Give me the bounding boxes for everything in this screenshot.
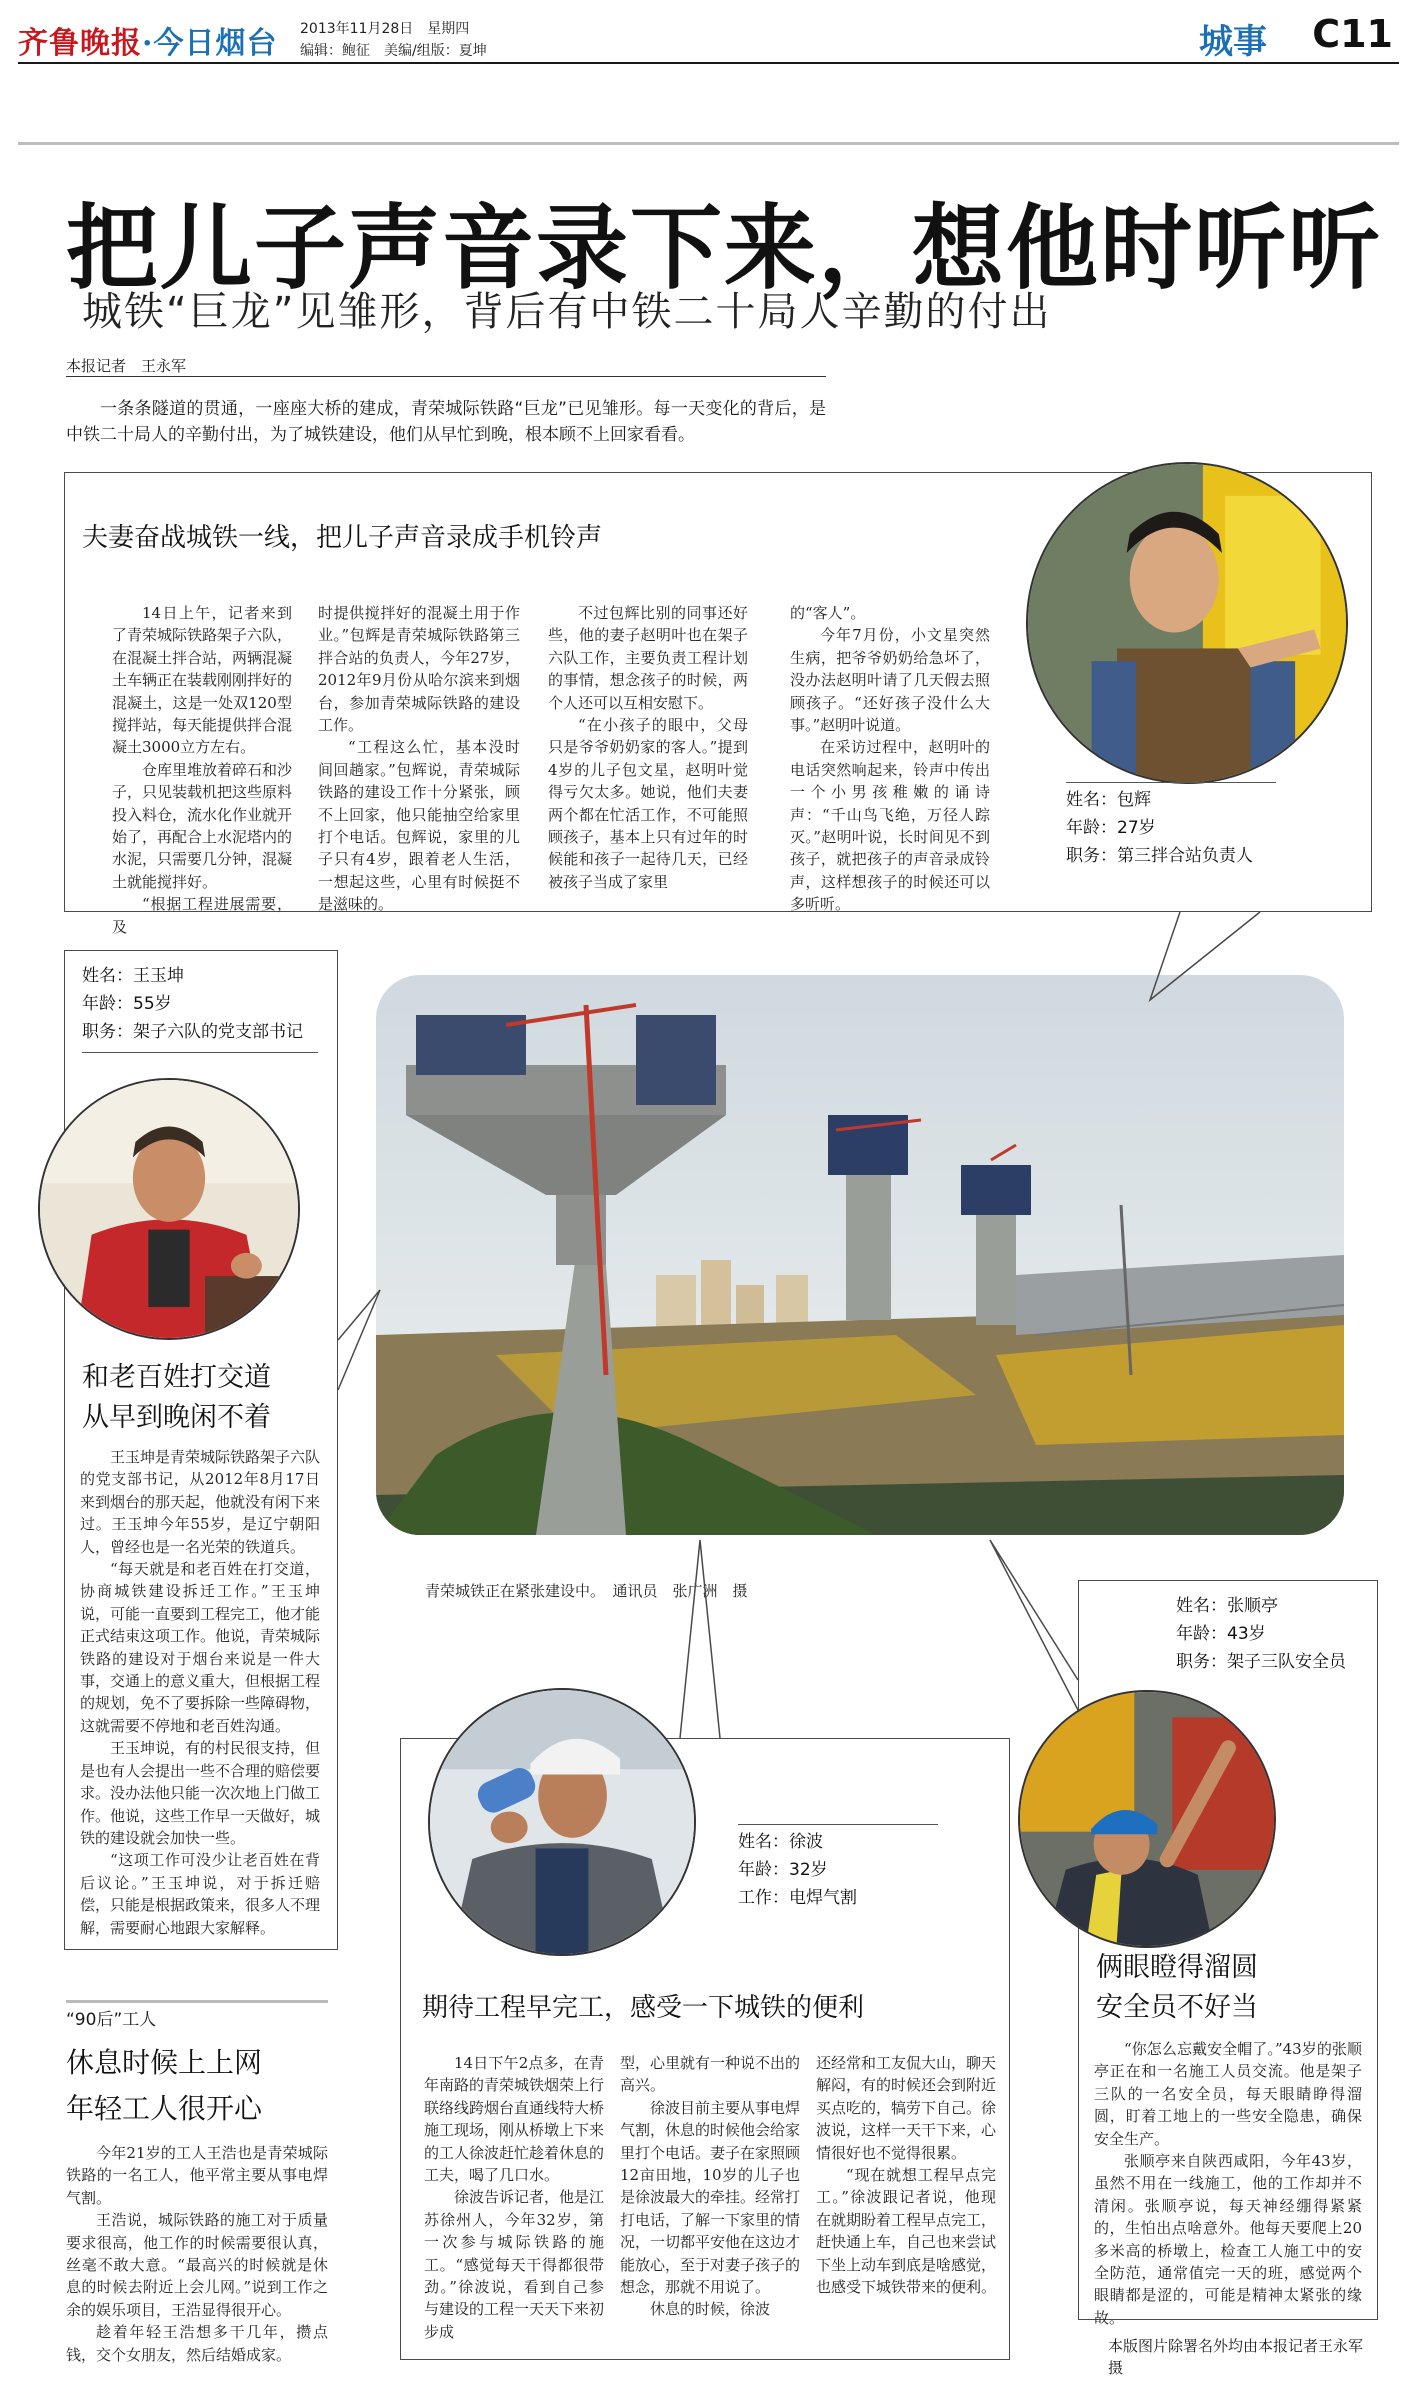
info-name: 姓名：王玉坤 bbox=[82, 966, 184, 986]
paragraph: 趁着年轻王浩想多干几年，攒点钱，交个女朋友，然后结婚成家。 bbox=[66, 2323, 328, 2364]
paragraph: 不过包辉比别的同事还好些，他的妻子赵明叶也在架子六队工作，主要负责工程计划的事情，想念孩子的时候，两个人还可以互相安慰下。 bbox=[548, 604, 748, 712]
byline: 本报记者 王永军 bbox=[66, 357, 187, 375]
story2-heading bbox=[82, 1358, 271, 1438]
header-divider bbox=[18, 142, 1399, 145]
paragraph: 14日下午2点多，在青年南路的青荣城铁烟荣上行联络线跨烟台直通线特大桥施工现场，刚从桥墩上下来的工人徐波赶忙趁着休息的工夫，喝了几口水。 bbox=[424, 2054, 605, 2185]
paragraph: 时提供搅拌好的混凝土用于作业。”包辉是青荣城际铁路第三拌合站的负责人，今年27岁，2012年9月份从哈尔滨来到烟台，参加青荣城际铁路的建设工作。 bbox=[318, 604, 520, 735]
pointer-xubo bbox=[680, 1540, 720, 1738]
story5-body bbox=[1094, 2038, 1362, 2329]
story4-heading: 期待工程早完工，感受一下城铁的便利 bbox=[422, 1993, 865, 2023]
paragraph: 王玉坤说，有的村民很支持，但是也有人会提出一些不合理的赔偿要求。没办法他只能一次次地上门做工作。他说，这些工作早一天做好，城铁的建设就会加快一些。 bbox=[80, 1739, 321, 1847]
pointer-zhangshunting bbox=[990, 1540, 1078, 1710]
story5-heading-line2: 安全员不好当 bbox=[1096, 1992, 1258, 2023]
paragraph: “每天就是和老百姓在打交道，协商城铁建设拆迁工作。”王玉坤说，可能一直要到工程完工，他才能正式结束这项工作。他说，青荣城际铁路的建设对于烟台来说是一件大事，交通上的意义重大，但根据工程的规划，免不了要拆除一些障碍物，这就需要不停地和老百姓沟通。 bbox=[80, 1560, 321, 1735]
paragraph: 王浩说，城际铁路的施工对于质量要求很高，他工作的时候需要很认真，丝毫不敢大意。“最高兴的时候就是休息的时候去附近上会儿网。”说到工作之余的娱乐项目，王浩显得很开心。 bbox=[66, 2211, 328, 2319]
info-wangyukun bbox=[82, 962, 303, 1046]
paragraph: 的“客人”。 bbox=[790, 604, 866, 622]
paragraph: 张顺亭来自陕西咸阳，今年43岁，虽然不用在一线施工，他的工作却并不清闲。张顺亭说，每天神经绷得紧紧的，生怕出点啥意外。他每天要爬上20多米高的桥墩上，检查工人施工中的安全防范，通常值完一天的班，感觉两个眼睛都是涩的，可能是精神太紧张的缘故。 bbox=[1094, 2152, 1362, 2327]
paragraph: “根据工程进展需要，及 bbox=[112, 895, 292, 936]
photo-credit-footnote: 本版图片除署名外均由本报记者王永军 摄 bbox=[1108, 2337, 1379, 2377]
paragraph: 今年7月份，小文星突然生病，把爷爷奶奶给急坏了，没办法赵明叶请了几天假去照顾孩子。“还好孩子没什么大事。”赵明叶说道。 bbox=[790, 626, 990, 735]
story2-body bbox=[80, 1446, 320, 1939]
date-line: 2013年11月28日 星期四 bbox=[300, 21, 470, 37]
portrait-wangyukun-image bbox=[40, 1080, 298, 1338]
portrait-zhangshunting bbox=[1018, 1690, 1276, 1948]
photo-caption: 青荣城铁正在紧张建设中。 通讯员 张广洲 摄 bbox=[425, 1582, 748, 1600]
paragraph: 徐波目前主要从事电焊气割，休息的时候他会给家里打个电话。妻子在家照顾12亩田地，10岁的儿子也是徐波最大的牵挂。经常打打电话，了解一下家里的情况，一切都平安他在这边才能放心，至于对妻子孩子的想念，那就不用说了。 bbox=[620, 2098, 801, 2297]
paragraph: “在小孩子的眼中，父母只是爷爷奶奶家的客人。”提到4岁的儿子包文星，赵明叶觉得亏欠太多。她说，他们夫妻两个都在忙活工作，不可能照顾孩子，基本上只有过年的时候能和孩子一起待几天，已经被孩子当成了家里 bbox=[548, 716, 748, 891]
headline: 把儿子声音录下来，想他时听听 bbox=[66, 194, 1383, 302]
portrait-baohui-image bbox=[1028, 464, 1346, 782]
story5-heading bbox=[1096, 1948, 1258, 2028]
masthead-rule bbox=[18, 62, 1399, 64]
info-age: 年龄：32岁 bbox=[738, 1860, 828, 1880]
story3-body bbox=[66, 2142, 328, 2366]
tag-90s: “90后”工人 bbox=[66, 2010, 157, 2030]
info-name: 姓名：张顺亭 bbox=[1176, 1596, 1278, 1616]
edition-name: 今日烟台 bbox=[153, 26, 278, 61]
story1-col4 bbox=[790, 602, 990, 916]
masthead-brand bbox=[18, 18, 277, 62]
paragraph: 在采访过程中，赵明叶的电话突然响起来，铃声中传出一个小男孩稚嫩的诵诗声：“千山鸟飞绝，万径人踪灭。”赵明叶说，长时间见不到孩子，就把孩子的声音录成铃声，这样想孩子的时候还可以多听听。 bbox=[790, 738, 990, 914]
info-role: 职务：架子六队的党支部书记 bbox=[82, 1022, 303, 1042]
info-zhangshunting bbox=[1176, 1592, 1346, 1676]
info-rule bbox=[1066, 782, 1276, 783]
main-photo-image bbox=[376, 975, 1344, 1535]
story1-heading: 夫妻奋战城铁一线，把儿子声音录成手机铃声 bbox=[82, 523, 603, 553]
portrait-baohui bbox=[1026, 462, 1348, 784]
pointer-wangyukun bbox=[338, 1290, 380, 1390]
paragraph: 徐波告诉记者，他是江苏徐州人，今年32岁，第一次参与城际铁路的施工。“感觉每天干得都很带劲。”徐波说，看到自己参与建设的工程一天天下来初步成 bbox=[424, 2188, 605, 2341]
page-number: C11 bbox=[1312, 12, 1393, 56]
portrait-xubo bbox=[428, 1688, 696, 1956]
portrait-xubo-image bbox=[430, 1690, 694, 1954]
paragraph: “现在就想工程早点完工。”徐波跟记者说，他现在就期盼着工程早点完工，赶快通上车，自己也来尝试下坐上动车到底是啥感觉，也感受下城铁带来的便利。 bbox=[816, 2166, 997, 2297]
paragraph: 型，心里就有一种说不出的高兴。 bbox=[620, 2054, 801, 2095]
story3-heading-line1: 休息时候上上网 bbox=[66, 2046, 263, 2079]
info-role: 工作：电焊气割 bbox=[738, 1888, 857, 1908]
info-role: 职务：架子三队安全员 bbox=[1176, 1652, 1346, 1672]
story1-col3 bbox=[548, 602, 748, 893]
story1-col2 bbox=[318, 602, 520, 916]
masthead-meta bbox=[300, 18, 487, 62]
story1-col1 bbox=[112, 602, 292, 938]
editor-line: 编辑：鲍征 美编/组版：夏坤 bbox=[300, 43, 487, 59]
paragraph: “这项工作可没少让老百姓在背后议论。”王玉坤说，对于拆迁赔偿，只能是根据政策来，很多人不理解，需要耐心地跟大家解释。 bbox=[80, 1851, 321, 1937]
paragraph: 14日上午，记者来到了青荣城际铁路架子六队，在混凝土拌合站，两辆混凝土车辆正在装载刚刚拌好的混凝土，这是一处双120型搅拌站，每天能提供拌合混凝土3000立方左右。 bbox=[112, 604, 293, 757]
paper-name: 齐鲁晚报 bbox=[18, 26, 142, 61]
paragraph: 还经常和工友侃大山，聊天解闷，有的时候还会到附近买点吃的，犒劳下自己。徐波说，这样一天干下来，心情很好也不觉得很累。 bbox=[816, 2054, 997, 2162]
story5-heading-line1: 俩眼瞪得溜圆 bbox=[1096, 1952, 1258, 1983]
tag-rule bbox=[66, 2000, 328, 2003]
main-photo bbox=[376, 975, 1344, 1535]
story4-col1 bbox=[424, 2052, 604, 2343]
masthead-separator: · bbox=[142, 26, 154, 61]
info-role: 职务：第三拌合站负责人 bbox=[1066, 846, 1253, 866]
portrait-wangyukun bbox=[38, 1078, 300, 1340]
info-xubo bbox=[738, 1828, 857, 1912]
paragraph: 今年21岁的工人王浩也是青荣城际铁路的一名工人，他平常主要从事电焊气割。 bbox=[66, 2144, 328, 2207]
story3-heading-line2: 年轻工人很开心 bbox=[66, 2092, 263, 2125]
story2-heading-line2: 从早到晚闲不着 bbox=[82, 1402, 271, 1433]
lead-paragraph: 一条条隧道的贯通，一座座大桥的建成，青荣城际铁路“巨龙”已见雏形。每一天变化的背后，是中铁二十局人的辛勤付出，为了城铁建设，他们从早忙到晚，根本顾不上回家看看。 bbox=[66, 399, 826, 445]
info-name: 姓名：徐波 bbox=[738, 1832, 823, 1852]
paragraph: “你怎么忘戴安全帽了。”43岁的张顺亭正在和一名施工人员交流。他是架子三队的一名安全员，每天眼睛睁得溜圆，盯着工地上的一些安全隐患，确保安全生产。 bbox=[1094, 2040, 1362, 2148]
story3-heading bbox=[66, 2040, 262, 2132]
paragraph: “工程这么忙，基本没时间回趟家。”包辉说，青荣城际铁路的建设工作十分紧张，顾不上回家，他只能抽空给家里打个电话。包辉说，家里的儿子只有4岁，跟着老人生活，一想起这些，心里有时候挺不是滋味的。 bbox=[318, 738, 520, 914]
info-rule bbox=[738, 1824, 938, 1825]
paragraph: 王玉坤是青荣城际铁路架子六队的党支部书记，从2012年8月17日来到烟台的那天起，他就没有闲下来过。王玉坤今年55岁，是辽宁朝阳人，曾经也是一名光荣的铁道兵。 bbox=[80, 1448, 321, 1556]
subheadline: 城铁“巨龙”见雏形，背后有中铁二十局人辛勤的付出 bbox=[82, 289, 1052, 335]
section-name: 城事 bbox=[1199, 22, 1267, 62]
info-baohui bbox=[1066, 786, 1253, 870]
story4-col3 bbox=[816, 2052, 996, 2298]
info-age: 年龄：55岁 bbox=[82, 994, 172, 1014]
paragraph: 休息的时候，徐波 bbox=[650, 2300, 771, 2319]
story4-col2 bbox=[620, 2052, 800, 2321]
byline-rule bbox=[66, 376, 826, 377]
info-age: 年龄：27岁 bbox=[1066, 818, 1156, 838]
info-age: 年龄：43岁 bbox=[1176, 1624, 1266, 1644]
story2-heading-line1: 和老百姓打交道 bbox=[82, 1362, 271, 1393]
paragraph: 仓库里堆放着碎石和沙子，只见装载机把这些原料投入料仓，流水化作业就开始了，再配合上水泥塔内的水泥，只需要几分钟，混凝土就能搅拌好。 bbox=[112, 760, 293, 891]
info-rule bbox=[82, 1052, 318, 1053]
info-name: 姓名：包辉 bbox=[1066, 790, 1151, 810]
portrait-zhangshunting-image bbox=[1020, 1692, 1274, 1946]
